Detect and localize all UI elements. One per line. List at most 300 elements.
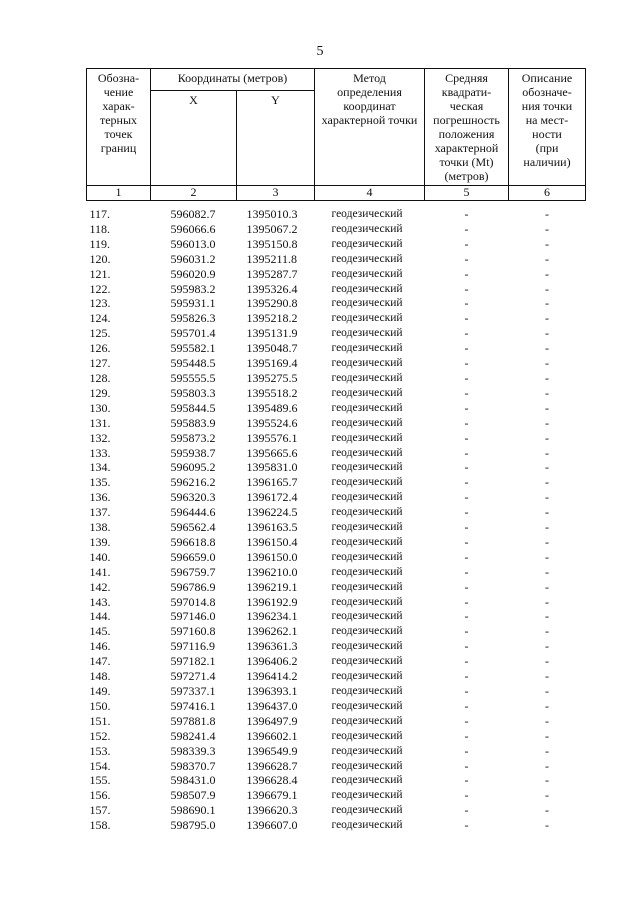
table-row	[87, 759, 586, 774]
method-cell: геодезический	[331, 595, 403, 608]
table-row	[87, 296, 586, 311]
description-cell: -	[545, 385, 549, 400]
table-row	[87, 639, 586, 654]
point-number-cell: 145.	[89, 624, 111, 639]
coord-x-cell: 595826.3	[170, 311, 216, 326]
coord-x-cell: 596082.7	[170, 207, 216, 221]
point-number-cell: 135.	[89, 475, 111, 490]
table-row	[87, 356, 586, 371]
point-number-cell: 120.	[89, 251, 111, 266]
mean-square-error-cell: -	[464, 728, 469, 743]
point-number-cell: 132.	[89, 430, 111, 445]
method-cell: геодезический	[331, 416, 403, 429]
method-cell: геодезический	[331, 401, 403, 414]
method-cell: геодезический	[331, 327, 403, 340]
coord-y-cell: 1395831.0	[246, 460, 298, 475]
description-cell: -	[545, 534, 549, 549]
method-cell: геодезический	[331, 491, 403, 504]
table-row	[87, 386, 586, 401]
mean-square-error-cell: -	[464, 758, 469, 773]
coord-x-cell: 595844.5	[170, 400, 216, 415]
mean-square-error-cell: -	[464, 773, 469, 788]
description-cell: -	[545, 579, 549, 594]
table-row	[87, 371, 586, 386]
mean-square-error-cell: -	[464, 549, 469, 564]
description-cell: -	[545, 415, 549, 430]
coord-x-cell: 597160.8	[170, 624, 216, 639]
mean-square-error-cell: -	[464, 803, 469, 818]
mean-square-error-cell: -	[464, 713, 469, 728]
point-number-cell: 158.	[89, 818, 111, 833]
table-row	[87, 311, 586, 326]
coord-y-cell: 1395131.9	[246, 326, 298, 341]
coord-y-cell: 1396628.4	[246, 773, 298, 788]
coord-y-cell: 1395665.6	[246, 445, 298, 460]
description-cell: -	[545, 728, 549, 743]
mean-square-error-cell: -	[464, 296, 469, 311]
coord-x-cell: 596095.2	[170, 460, 216, 475]
table-row	[87, 282, 586, 297]
description-cell: -	[545, 251, 549, 266]
coord-x-cell: 597116.9	[170, 639, 216, 654]
coord-x-cell: 597146.0	[170, 609, 216, 624]
point-number-cell: 123.	[89, 296, 111, 311]
coord-x-cell: 597416.1	[170, 698, 216, 713]
method-cell: геодезический	[331, 774, 403, 787]
coord-y-cell: 1395576.1	[246, 430, 298, 445]
description-cell: -	[545, 221, 549, 236]
coord-x-cell: 596031.2	[170, 251, 216, 266]
description-cell: -	[545, 609, 549, 624]
mean-square-error-cell: -	[464, 669, 469, 684]
point-number-cell: 133.	[89, 445, 111, 460]
description-cell: -	[545, 370, 549, 385]
point-number-cell: 139.	[89, 534, 111, 549]
coord-y-cell: 1395211.8	[246, 251, 298, 266]
coord-y-cell: 1395290.8	[246, 296, 298, 311]
description-cell: -	[545, 698, 549, 713]
method-cell: геодезический	[331, 267, 403, 280]
coord-x-cell: 598339.3	[170, 743, 216, 758]
mean-square-error-cell: -	[464, 818, 469, 833]
description-cell: -	[545, 713, 549, 728]
method-cell: геодезический	[331, 222, 403, 235]
point-number-cell: 121.	[89, 266, 111, 281]
table-row	[87, 729, 586, 744]
method-cell: геодезический	[331, 655, 403, 668]
coord-y-cell: 1396406.2	[246, 654, 298, 669]
method-cell: геодезический	[331, 371, 403, 384]
coord-y-cell: 1396628.7	[246, 758, 298, 773]
header-x: X	[151, 91, 237, 186]
method-cell: геодезический	[331, 789, 403, 802]
description-cell: -	[545, 803, 549, 818]
point-number-cell: 154.	[89, 758, 111, 773]
mean-square-error-cell: -	[464, 356, 469, 371]
point-number-cell: 137.	[89, 505, 111, 520]
method-cell: геодезический	[331, 819, 403, 832]
coord-x-cell: 597182.1	[170, 654, 216, 669]
coord-y-cell: 1396224.5	[246, 505, 298, 520]
table-row	[87, 565, 586, 580]
coord-x-cell: 595873.2	[170, 430, 216, 445]
description-cell: -	[545, 400, 549, 415]
table-row	[87, 446, 586, 461]
table-row	[87, 237, 586, 252]
method-cell: геодезический	[331, 252, 403, 265]
mean-square-error-cell: -	[464, 534, 469, 549]
method-cell: геодезический	[331, 685, 403, 697]
coord-x-cell: 595938.7	[170, 445, 216, 460]
point-number-cell: 136.	[89, 490, 111, 505]
method-cell: геодезический	[331, 521, 403, 534]
method-cell: геодезический	[331, 714, 403, 727]
mean-square-error-cell: -	[464, 400, 469, 415]
method-cell: геодезический	[331, 565, 403, 578]
coord-y-cell: 1395150.8	[246, 236, 298, 251]
method-cell: геодезический	[331, 282, 403, 295]
method-cell: геодезический	[331, 759, 403, 772]
point-number-cell: 150.	[89, 698, 111, 713]
table-row	[87, 326, 586, 341]
description-cell: -	[545, 818, 549, 833]
description-cell: -	[545, 669, 549, 684]
point-number-cell: 117.	[89, 207, 111, 221]
method-cell: геодезический	[331, 476, 403, 489]
coord-x-cell: 598370.7	[170, 758, 216, 773]
point-number-cell: 149.	[89, 684, 111, 698]
method-cell: геодезический	[331, 550, 403, 563]
description-cell: -	[545, 326, 549, 341]
coord-x-cell: 597271.4	[170, 669, 216, 684]
table-row	[87, 267, 586, 282]
description-cell: -	[545, 564, 549, 579]
point-number-cell: 147.	[89, 654, 111, 669]
method-cell: геодезический	[331, 610, 403, 623]
mean-square-error-cell: -	[464, 609, 469, 624]
method-cell: геодезический	[331, 461, 403, 474]
description-cell: -	[545, 788, 549, 803]
description-cell: -	[545, 296, 549, 311]
table-row	[87, 788, 586, 803]
column-number-5: 5	[425, 186, 509, 201]
header-method: Метод определения координат характерной точки	[315, 69, 425, 186]
coord-x-cell: 596444.6	[170, 505, 216, 520]
coord-x-cell: 596020.9	[170, 266, 216, 281]
table-row	[87, 714, 586, 729]
coord-x-cell: 596786.9	[170, 579, 216, 594]
mean-square-error-cell: -	[464, 475, 469, 490]
mean-square-error-cell: -	[464, 684, 469, 698]
header-point-designation: Обозна- чение харак- терных точек границ	[87, 69, 151, 186]
mean-square-error-cell: -	[464, 654, 469, 669]
coord-y-cell: 1396607.0	[246, 818, 298, 833]
method-cell: геодезический	[331, 744, 403, 757]
point-number-cell: 152.	[89, 728, 111, 743]
mean-square-error-cell: -	[464, 594, 469, 609]
description-cell: -	[545, 281, 549, 296]
coord-y-cell: 1395169.4	[246, 356, 298, 371]
description-cell: -	[545, 341, 549, 356]
header-column-numbers	[87, 186, 586, 201]
mean-square-error-cell: -	[464, 221, 469, 236]
mean-square-error-cell: -	[464, 251, 469, 266]
coord-x-cell: 595555.5	[170, 370, 216, 385]
coord-x-cell: 597881.8	[170, 713, 216, 728]
point-number-cell: 156.	[89, 788, 111, 803]
table-row	[87, 416, 586, 431]
mean-square-error-cell: -	[464, 639, 469, 654]
mean-square-error-cell: -	[464, 370, 469, 385]
coord-x-cell: 595582.1	[170, 341, 216, 356]
table-row	[87, 207, 586, 222]
description-cell: -	[545, 475, 549, 490]
mean-square-error-cell: -	[464, 430, 469, 445]
point-number-cell: 143.	[89, 594, 111, 609]
description-cell: -	[545, 460, 549, 475]
description-cell: -	[545, 654, 549, 669]
coord-y-cell: 1395524.6	[246, 415, 298, 430]
column-number-6: 6	[509, 186, 586, 201]
coord-y-cell: 1395489.6	[246, 400, 298, 415]
coord-y-cell: 1396437.0	[246, 698, 298, 713]
point-number-cell: 140.	[89, 549, 111, 564]
mean-square-error-cell: -	[464, 460, 469, 475]
coord-y-cell: 1395010.3	[246, 207, 298, 221]
coordinates-table	[86, 68, 586, 833]
coord-x-cell: 596618.8	[170, 534, 216, 549]
description-cell: -	[545, 490, 549, 505]
table-row	[87, 252, 586, 267]
coord-x-cell: 595701.4	[170, 326, 216, 341]
coord-y-cell: 1396219.1	[246, 579, 298, 594]
coord-x-cell: 595448.5	[170, 356, 216, 371]
header-mean-square-error: Средняя квадрати- ческая погрешность положения характерной точки (Mt) (метров)	[425, 69, 509, 186]
point-number-cell: 144.	[89, 609, 111, 624]
point-number-cell: 119.	[89, 236, 111, 251]
table-row	[87, 475, 586, 490]
coord-x-cell: 597337.1	[170, 684, 216, 698]
coord-y-cell: 1395518.2	[246, 385, 298, 400]
mean-square-error-cell: -	[464, 564, 469, 579]
method-cell: геодезический	[331, 729, 403, 742]
point-number-cell: 130.	[89, 400, 111, 415]
point-number-cell: 153.	[89, 743, 111, 758]
method-cell: геодезический	[331, 699, 403, 712]
coord-y-cell: 1396393.1	[246, 684, 298, 698]
coord-y-cell: 1395275.5	[246, 370, 298, 385]
table-row	[87, 401, 586, 416]
column-number-3: 3	[237, 186, 315, 201]
table-row	[87, 505, 586, 520]
table-row	[87, 520, 586, 535]
description-cell: -	[545, 356, 549, 371]
coord-x-cell: 595883.9	[170, 415, 216, 430]
method-cell: геодезический	[331, 580, 403, 593]
description-cell: -	[545, 505, 549, 520]
coord-x-cell: 595803.3	[170, 385, 216, 400]
table-row	[87, 818, 586, 833]
point-number-cell: 131.	[89, 415, 111, 430]
coord-x-cell: 598241.4	[170, 728, 216, 743]
table-row	[87, 535, 586, 550]
method-cell: геодезический	[331, 625, 403, 638]
table-row	[87, 684, 586, 699]
coord-x-cell: 598690.1	[170, 803, 216, 818]
mean-square-error-cell: -	[464, 624, 469, 639]
method-cell: геодезический	[331, 431, 403, 444]
mean-square-error-cell: -	[464, 311, 469, 326]
method-cell: геодезический	[331, 357, 403, 370]
table-row	[87, 431, 586, 446]
table-row	[87, 609, 586, 624]
point-number-cell: 129.	[89, 385, 111, 400]
mean-square-error-cell: -	[464, 445, 469, 460]
description-cell: -	[545, 639, 549, 654]
point-number-cell: 125.	[89, 326, 111, 341]
table-row	[87, 669, 586, 684]
point-number-cell: 127.	[89, 356, 111, 371]
coord-y-cell: 1396150.0	[246, 549, 298, 564]
table-row	[87, 654, 586, 669]
coord-x-cell: 596216.2	[170, 475, 216, 490]
method-cell: геодезический	[331, 804, 403, 817]
coord-y-cell: 1396163.5	[246, 520, 298, 535]
coord-y-cell: 1396210.0	[246, 564, 298, 579]
mean-square-error-cell: -	[464, 520, 469, 535]
coord-x-cell: 596320.3	[170, 490, 216, 505]
coord-x-cell: 596013.0	[170, 236, 216, 251]
table-row	[87, 624, 586, 639]
header-y: Y	[237, 91, 315, 186]
table-row	[87, 490, 586, 505]
coord-y-cell: 1396262.1	[246, 624, 298, 639]
coord-x-cell: 598507.9	[170, 788, 216, 803]
mean-square-error-cell: -	[464, 505, 469, 520]
method-cell: геодезический	[331, 670, 403, 683]
table-row	[87, 773, 586, 788]
description-cell: -	[545, 430, 549, 445]
description-cell: -	[545, 236, 549, 251]
table-header	[87, 69, 586, 201]
coord-y-cell: 1395067.2	[246, 221, 298, 236]
coord-y-cell: 1396234.1	[246, 609, 298, 624]
coord-x-cell: 597014.8	[170, 594, 216, 609]
table-row	[87, 803, 586, 818]
coord-x-cell: 598431.0	[170, 773, 216, 788]
description-cell: -	[545, 743, 549, 758]
mean-square-error-cell: -	[464, 579, 469, 594]
point-number-cell: 126.	[89, 341, 111, 356]
coord-y-cell: 1396172.4	[246, 490, 298, 505]
method-cell: геодезический	[331, 535, 403, 548]
description-cell: -	[545, 684, 549, 698]
mean-square-error-cell: -	[464, 698, 469, 713]
header-point-description: Описание обозначе- ния точки на мест- ности (при наличии)	[509, 69, 586, 186]
coord-y-cell: 1396192.9	[246, 594, 298, 609]
mean-square-error-cell: -	[464, 266, 469, 281]
description-cell: -	[545, 266, 549, 281]
header-coordinates-group: Координаты (метров)	[151, 69, 315, 91]
point-number-cell: 124.	[89, 311, 111, 326]
point-number-cell: 141.	[89, 564, 111, 579]
coord-y-cell: 1396602.1	[246, 728, 298, 743]
point-number-cell: 146.	[89, 639, 111, 654]
point-number-cell: 138.	[89, 520, 111, 535]
method-cell: геодезический	[331, 506, 403, 519]
point-number-cell: 148.	[89, 669, 111, 684]
method-cell: геодезический	[331, 297, 403, 310]
coord-y-cell: 1395048.7	[246, 341, 298, 356]
method-cell: геодезический	[331, 342, 403, 355]
description-cell: -	[545, 549, 549, 564]
mean-square-error-cell: -	[464, 341, 469, 356]
point-number-cell: 128.	[89, 370, 111, 385]
coord-y-cell: 1396414.2	[246, 669, 298, 684]
point-number-cell: 134.	[89, 460, 111, 475]
table-row	[87, 699, 586, 714]
coord-x-cell: 596066.6	[170, 221, 216, 236]
table-row	[87, 550, 586, 565]
mean-square-error-cell: -	[464, 490, 469, 505]
column-number-2: 2	[151, 186, 237, 201]
coord-y-cell: 1396165.7	[246, 475, 298, 490]
description-cell: -	[545, 311, 549, 326]
method-cell: геодезический	[331, 312, 403, 325]
description-cell: -	[545, 445, 549, 460]
point-number-cell: 151.	[89, 713, 111, 728]
point-number-cell: 155.	[89, 773, 111, 788]
column-number-1: 1	[87, 186, 151, 201]
method-cell: геодезический	[331, 237, 403, 250]
column-number-4: 4	[315, 186, 425, 201]
description-cell: -	[545, 520, 549, 535]
coord-y-cell: 1396679.1	[246, 788, 298, 803]
description-cell: -	[545, 624, 549, 639]
point-number-cell: 118.	[89, 221, 111, 236]
page-number: 5	[316, 44, 324, 59]
method-cell: геодезический	[331, 446, 403, 459]
table-row	[87, 222, 586, 237]
coord-y-cell: 1395218.2	[246, 311, 298, 326]
table-row	[87, 595, 586, 610]
coord-x-cell: 595931.1	[170, 296, 216, 311]
description-cell: -	[545, 207, 549, 221]
mean-square-error-cell: -	[464, 281, 469, 296]
coord-y-cell: 1396620.3	[246, 803, 298, 818]
mean-square-error-cell: -	[464, 743, 469, 758]
description-cell: -	[545, 594, 549, 609]
table-body	[87, 201, 586, 834]
coord-y-cell: 1396150.4	[246, 534, 298, 549]
point-number-cell: 122.	[89, 281, 111, 296]
mean-square-error-cell: -	[464, 207, 469, 221]
mean-square-error-cell: -	[464, 326, 469, 341]
coord-y-cell: 1396361.3	[246, 639, 298, 654]
method-cell: геодезический	[331, 386, 403, 399]
table-row	[87, 744, 586, 759]
method-cell: геодезический	[331, 208, 403, 220]
table-row	[87, 460, 586, 475]
mean-square-error-cell: -	[464, 415, 469, 430]
mean-square-error-cell: -	[464, 236, 469, 251]
coord-y-cell: 1395287.7	[246, 266, 298, 281]
point-number-cell: 142.	[89, 579, 111, 594]
coord-x-cell: 596659.0	[170, 549, 216, 564]
coord-y-cell: 1395326.4	[246, 281, 298, 296]
point-number-cell: 157.	[89, 803, 111, 818]
coord-x-cell: 595983.2	[170, 281, 216, 296]
